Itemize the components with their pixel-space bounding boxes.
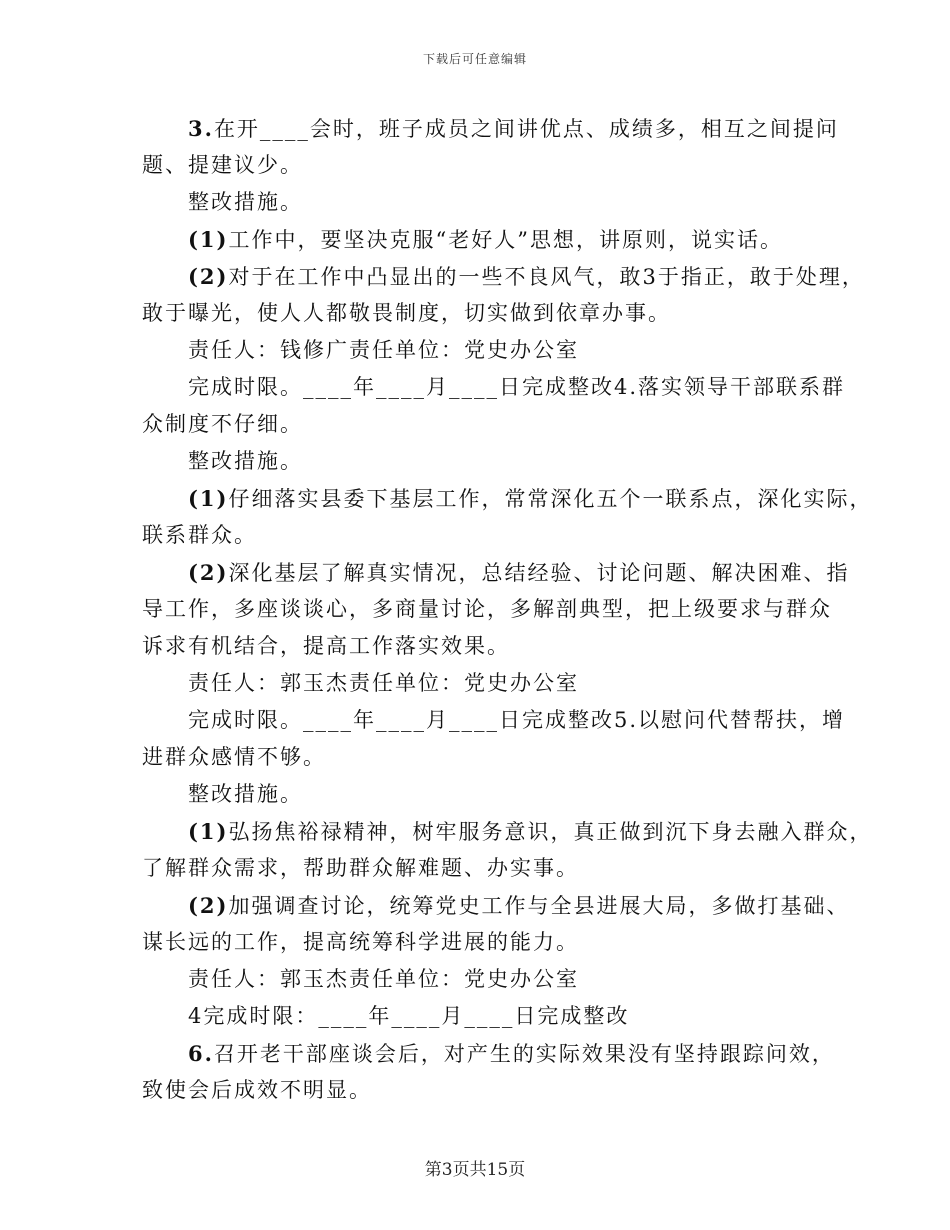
item-number: (2) bbox=[188, 893, 229, 918]
text-line bbox=[142, 924, 822, 961]
line-text: 诉求有机结合，提高工作落实效果。 bbox=[142, 634, 510, 658]
text-line bbox=[142, 591, 832, 628]
line-text: 导工作，多座谈谈心，多商量讨论，多解剖典型，把上级要求与群众 bbox=[142, 597, 832, 621]
text-line bbox=[142, 998, 822, 1035]
line-text: 敢于曝光，使人人都敬畏制度，切实做到依章办事。 bbox=[142, 301, 671, 325]
line-text: 题、提建议少。 bbox=[142, 153, 303, 177]
line-text: 召开老干部座谈会后，对产生的实际效果没有坚持跟踪问效， bbox=[213, 1042, 835, 1066]
line-text: 联系群众。 bbox=[142, 523, 257, 547]
line-text: 谋长远的工作，提高统筹科学进展的能力。 bbox=[142, 930, 579, 954]
text-line bbox=[142, 850, 822, 887]
line-text: 整改措施。 bbox=[188, 782, 303, 806]
line-text: 4完成时限：____年____月____日完成整改 bbox=[188, 1004, 630, 1028]
item-number: 3. bbox=[188, 116, 214, 141]
text-line bbox=[142, 665, 822, 702]
line-text: 责任人：郭玉杰责任单位：党史办公室 bbox=[188, 671, 579, 695]
line-text: 致使会后成效不明显。 bbox=[142, 1078, 372, 1102]
document-body bbox=[142, 110, 873, 1109]
text-line bbox=[142, 776, 822, 813]
line-text: 完成时限。____年____月____日完成整改4.落实领导干部联系群 bbox=[188, 375, 846, 399]
text-line bbox=[142, 739, 822, 776]
item-number: (1) bbox=[188, 227, 229, 252]
text-line bbox=[142, 1035, 835, 1072]
text-line bbox=[142, 110, 839, 147]
line-text: 整改措施。 bbox=[188, 190, 303, 214]
line-text: 了解群众需求，帮助群众解难题、办实事。 bbox=[142, 856, 579, 880]
item-number: (2) bbox=[188, 264, 229, 289]
text-line bbox=[142, 369, 846, 406]
line-text: 在开____会时，班子成员之间讲优点、成绩多，相互之间提问 bbox=[213, 117, 839, 141]
item-number: 6. bbox=[188, 1041, 214, 1066]
line-text: 仔细落实县委下基层工作，常常深化五个一联系点，深化实际， bbox=[228, 487, 873, 511]
item-number: (2) bbox=[188, 560, 229, 585]
line-text: 加强调查讨论，统筹党史工作与全县进展大局，多做打基础、 bbox=[228, 894, 850, 918]
item-number: (1) bbox=[188, 819, 229, 844]
line-text: 对于在工作中凸显出的一些不良风气，敢3于指正，敢于处理， bbox=[228, 265, 865, 289]
text-line bbox=[142, 887, 850, 924]
line-text: 弘扬焦裕禄精神，树牢服务意识，真正做到沉下身去融入群众， bbox=[228, 820, 873, 844]
text-line bbox=[142, 628, 822, 665]
text-line bbox=[142, 961, 822, 998]
line-text: 工作中，要坚决克服“老好人”思想，讲原则，说实话。 bbox=[228, 228, 783, 252]
line-text: 进群众感情不够。 bbox=[142, 745, 326, 769]
text-line bbox=[142, 443, 822, 480]
page-number: 第3页共15页 bbox=[424, 1160, 526, 1180]
text-line bbox=[142, 295, 822, 332]
line-text: 责任人：郭玉杰责任单位：党史办公室 bbox=[188, 967, 579, 991]
item-number: (1) bbox=[188, 486, 229, 511]
text-line bbox=[142, 406, 822, 443]
text-line bbox=[142, 332, 822, 369]
text-line bbox=[142, 184, 822, 221]
page-header: 下载后可任意编辑 bbox=[422, 52, 527, 66]
text-line bbox=[142, 813, 873, 850]
line-text: 深化基层了解真实情况，总结经验、讨论问题、解决困难、指 bbox=[228, 561, 850, 585]
text-line bbox=[142, 258, 865, 295]
text-line bbox=[142, 554, 850, 591]
line-text: 整改措施。 bbox=[188, 449, 303, 473]
text-line bbox=[142, 480, 873, 517]
line-text: 责任人：钱修广责任单位：党史办公室 bbox=[188, 338, 579, 362]
text-line bbox=[142, 147, 822, 184]
text-line bbox=[142, 1072, 822, 1109]
line-text: 完成时限。____年____月____日完成整改5.以慰问代替帮扶，增 bbox=[188, 708, 846, 732]
text-line bbox=[142, 221, 822, 258]
line-text: 众制度不仔细。 bbox=[142, 412, 303, 436]
text-line bbox=[142, 702, 846, 739]
text-line bbox=[142, 517, 822, 554]
